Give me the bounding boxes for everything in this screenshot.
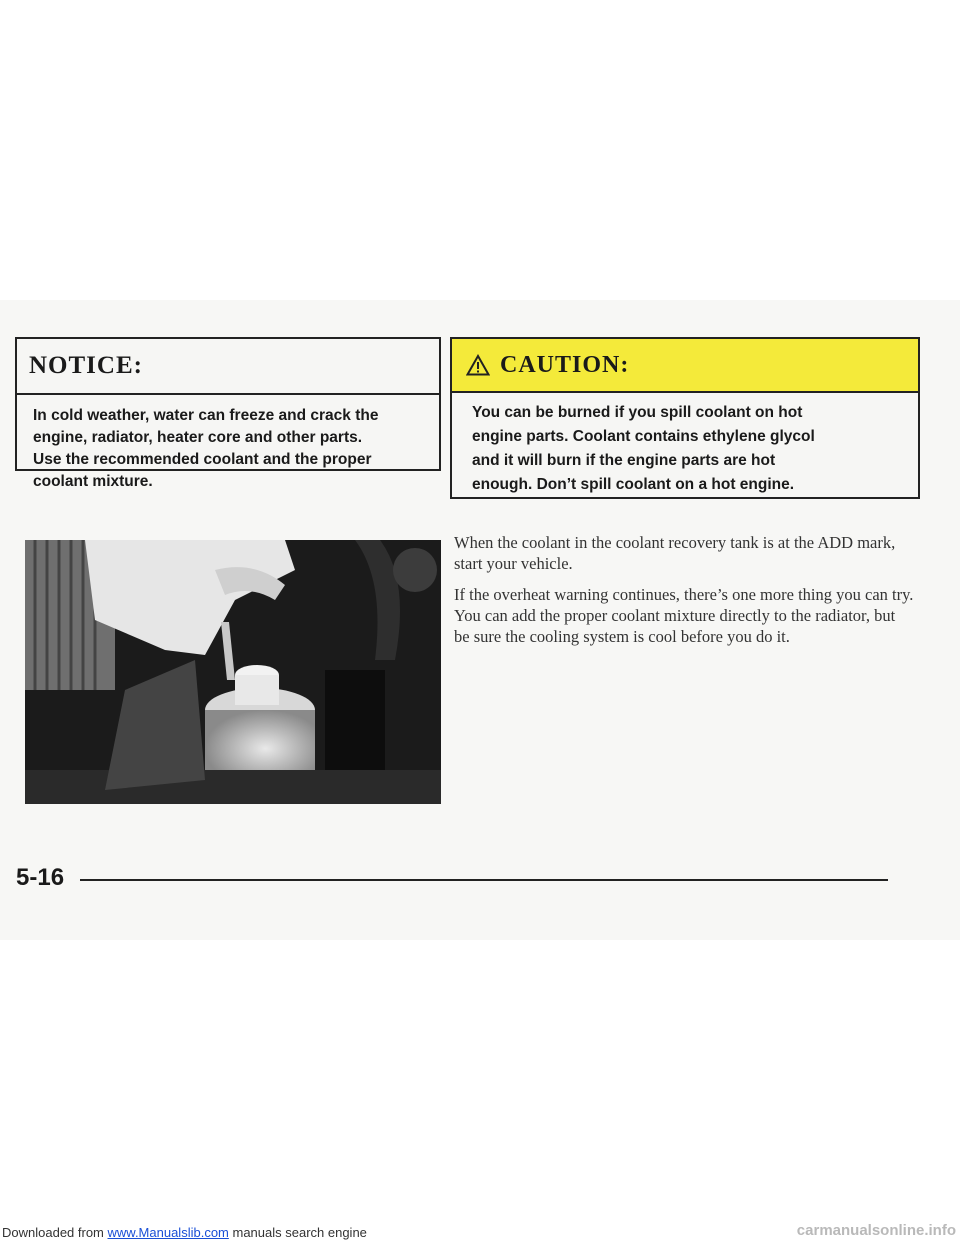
notice-line: Use the recommended coolant and the proper <box>33 451 372 468</box>
caution-line: enough. Don’t spill coolant on a hot engine. <box>472 476 795 493</box>
caution-line: and it will burn if the engine parts are hot <box>472 452 776 469</box>
caution-header <box>452 339 918 393</box>
page-number: 5-16 <box>16 864 65 891</box>
body-paragraph: If the overheat warning continues, there’s one more thing you can try. You can add the proper coolant mixture directly to the radiator, but be sure the cooling system is cool before you do it. <box>454 585 914 646</box>
caution-text <box>452 393 918 497</box>
caution-line: engine parts. Coolant contains ethylene glycol <box>472 428 815 445</box>
body-text <box>454 532 914 657</box>
watermark: carmanualsonline.info <box>796 1222 956 1239</box>
manual-page <box>0 300 960 940</box>
manualslib-link[interactable]: www.Manualslib.com <box>107 1225 229 1240</box>
caution-line: You can be burned if you spill coolant on hot <box>472 404 803 421</box>
warning-triangle-icon <box>466 354 490 376</box>
body-paragraph: When the coolant in the coolant recovery tank is at the ADD mark, start your vehicle. <box>454 533 896 573</box>
coolant-tank-photo <box>25 540 441 804</box>
caution-title: CAUTION: <box>500 351 630 378</box>
notice-line: engine, radiator, heater core and other parts. <box>33 429 363 446</box>
notice-text <box>17 395 439 493</box>
page-rule <box>80 879 888 881</box>
notice-title: NOTICE: <box>17 339 439 395</box>
caution-box <box>450 337 920 499</box>
notice-line: coolant mixture. <box>33 473 153 490</box>
footer-prefix: Downloaded from <box>2 1225 108 1240</box>
footer-suffix: manuals search engine <box>228 1225 367 1240</box>
notice-line: In cold weather, water can freeze and crack the <box>33 407 379 424</box>
download-footer <box>2 1225 367 1240</box>
notice-box <box>15 337 441 490</box>
